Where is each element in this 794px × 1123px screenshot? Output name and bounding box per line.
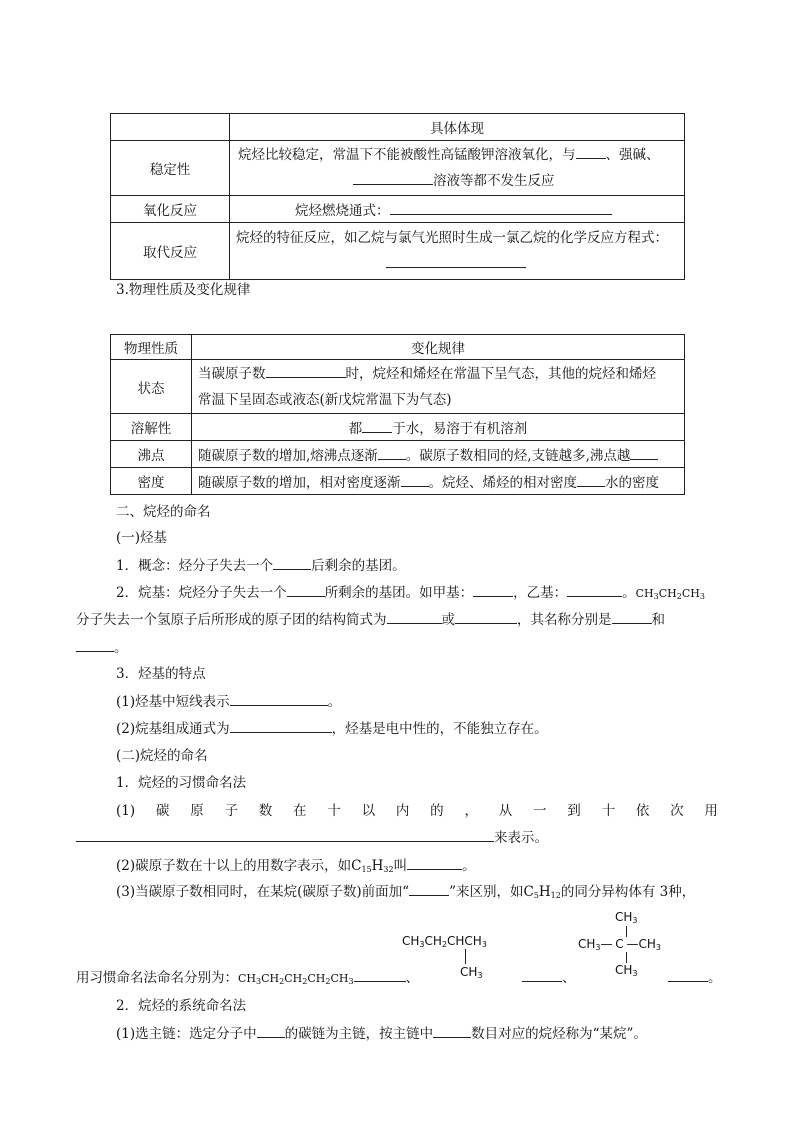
paragraph-systematic-1: (1)选主链：选定分子中 的碳链为主链，按主链中 数目对应的烷烃称为“某烷”。 — [116, 1026, 647, 1042]
paragraph-concept: 1．概念：烃分子失去一个 后剩余的基团。 — [116, 558, 406, 574]
row-label-boiling: 沸点 — [111, 441, 192, 468]
row-content-solubility: 都 于水，易溶于有机溶剂 — [192, 414, 685, 441]
physical-properties-table — [110, 334, 685, 495]
section-physical-properties: 3.物理性质及变化规律 — [116, 282, 251, 298]
blank-isopentane: 、 — [522, 968, 576, 988]
table-header: 具体体现 — [230, 114, 685, 141]
subsection-hydrocarbon-group: (一)烃基 — [116, 530, 168, 546]
heading-features: 3．烃基的特点 — [116, 666, 206, 682]
row-label-solubility: 溶解性 — [111, 414, 192, 441]
row-content-oxidation: 烷烃燃烧通式： — [230, 196, 685, 223]
struct2-bond-top — [626, 926, 627, 937]
heading-systematic-naming: 2．烷烃的系统命名法 — [116, 998, 247, 1014]
struct2-middle: $CH_3—$ C $—CH_3$ — [578, 937, 661, 952]
struct1-branch: $CH_3$ — [460, 965, 483, 980]
paragraph-feature-2: (2)烷基组成通式为 ，烃基是电中性的，不能独立存在。 — [116, 721, 548, 737]
section-naming: 二、烷烃的命名 — [116, 504, 211, 520]
paragraph-alkyl-end: 。 — [76, 638, 128, 658]
row-label-stability: 稳定性 — [111, 141, 230, 196]
paragraph-alkyl: 2．烷基：烷烃分子失去一个 所剩余的基团。如甲基： ，乙基： 。$CH_3CH_2CH_3$ — [116, 585, 705, 601]
paragraph-common-2: (2)碳原子数在十以上的用数字表示，如$C_{15}H_{32}$叫 。 — [116, 858, 476, 874]
paragraph-common-4: 用习惯命名法命名分别为：$CH_3CH_2CH_2CH_2CH_3$ 、 — [76, 970, 420, 986]
heading-common-naming: 1．烷烃的习惯命名法 — [116, 775, 247, 791]
row-content-substitution: 烷烃的特征反应，如乙烷与氯气光照时生成一氯乙烷的化学反应方程式： — [230, 223, 685, 280]
row-label-state: 状态 — [111, 360, 192, 414]
table2-header-rule: 变化规律 — [192, 335, 685, 360]
struct2-bottom: $CH_3$ — [615, 963, 638, 978]
row-content-state: 当碳原子数 时，烷烃和烯烃在常温下呈气态，其他的烷烃和烯烃 常温下呈固态或液态(新戊烷常温下为气态) — [192, 360, 685, 414]
paragraph-common-3: (3)当碳原子数相同时，在某烷(碳原子数)前面加“ ”来区别，如$C_5H_{12}$的同分异构体有 3种， — [116, 884, 696, 900]
blank-neopentane: 。 — [668, 968, 722, 988]
properties-table — [110, 113, 685, 280]
paragraph-common-1: (1) 碳 原 子 数 在 十 以 内 的 ， 从 一 到 十 依 次 用 — [116, 803, 718, 819]
row-label-density: 密度 — [111, 468, 192, 495]
subsection-alkane-naming: (二)烷烃的命名 — [116, 748, 208, 764]
paragraph-common-1-cont: 来表示。 — [76, 828, 548, 848]
row-content-boiling: 随碳原子数的增加,熔沸点逐渐 。碳原子数相同的烃,支链越多,沸点越 — [192, 441, 685, 468]
struct2-top: $CH_3$ — [615, 910, 638, 925]
row-content-stability: 烷烃比较稳定，常温下不能被酸性高锰酸钾溶液氧化，与 、强碱、 溶液等都不发生反应 — [230, 141, 685, 196]
struct2-bond-bottom — [626, 952, 627, 963]
table-header-empty — [111, 114, 230, 141]
paragraph-alkyl-cont: 分子失去一个氢原子后所形成的原子团的结构简式为 或 ，其名称分别是 和 — [76, 612, 665, 628]
paragraph-feature-1: (1)烃基中短线表示 。 — [116, 694, 342, 710]
struct1-main-chain: $CH_3CH_2CHCH_3$ — [402, 934, 487, 949]
row-label-substitution: 取代反应 — [111, 223, 230, 280]
row-content-density: 随碳原子数的增加，相对密度逐渐 。烷烃、烯烃的相对密度 水的密度 — [192, 468, 685, 495]
row-label-oxidation: 氧化反应 — [111, 196, 230, 223]
table2-header-property: 物理性质 — [111, 335, 192, 360]
struct1-bond — [465, 949, 466, 964]
